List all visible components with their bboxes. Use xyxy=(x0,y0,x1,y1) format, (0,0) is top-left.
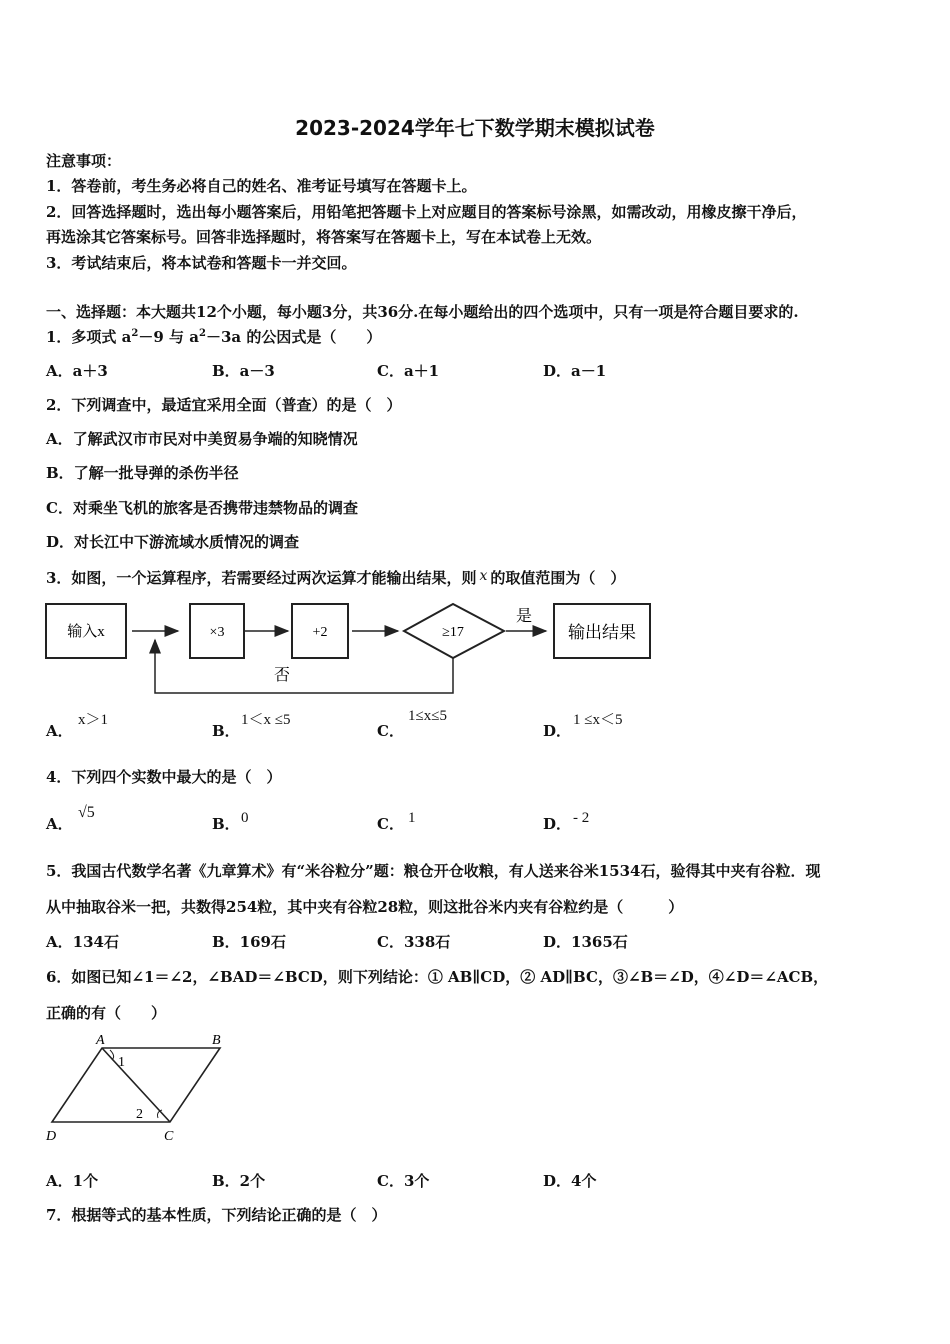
vertex-c-label: C xyxy=(164,1129,174,1144)
q2-option-c: C．对乘坐飞机的旅客是否携带违禁物品的调查 xyxy=(46,499,358,517)
q6-stem-line1: 6．如图已知∠1＝∠2，∠BAD＝∠BCD，则下列结论：① AB∥CD，② AD∥BC，③∠B＝∠D，④∠D＝∠ACB， xyxy=(46,968,829,986)
q4-option-d-label: D． xyxy=(543,815,572,833)
flow-input-label: 输入x xyxy=(67,624,105,640)
q6-stem-line2: 正确的有（ ） xyxy=(46,1004,167,1022)
q3-option-d-label: D． xyxy=(543,722,572,740)
q4-option-a: √5 xyxy=(78,804,95,821)
q6-option-a: A．1个 xyxy=(46,1172,99,1190)
q4-stem: 4．下列四个实数中最大的是（ ） xyxy=(46,768,282,786)
q4-option-d: - 2 xyxy=(573,810,590,826)
vertex-b-label: B xyxy=(212,1033,221,1048)
q5-stem-line1: 5．我国古代数学名著《九章算术》有“米谷粒分”题：粮仓开仓收粮，有人送来谷米1534石，验得其中夹有谷粒．现 xyxy=(46,862,821,880)
q5-option-c: C．338石 xyxy=(377,933,451,951)
q1-option-c: C．a＋1 xyxy=(377,362,440,380)
q4-option-b-label: B． xyxy=(212,815,240,833)
q4-option-b: 0 xyxy=(241,810,249,826)
page-title: 2023-2024学年七下数学期末模拟试卷 xyxy=(295,116,655,140)
q3-option-c: 1≤x≤5 xyxy=(408,708,447,724)
flow-condition-label: ≥17 xyxy=(442,625,464,640)
q2-option-a: A．了解武汉市市民对中美贸易争端的知晓情况 xyxy=(46,430,358,448)
q3-option-b-label: B． xyxy=(212,722,240,740)
flow-yes-label: 是 xyxy=(516,608,533,625)
vertex-a-label: A xyxy=(96,1033,105,1048)
q4-option-c: 1 xyxy=(408,810,416,826)
flow-plus2-label: +2 xyxy=(312,625,328,640)
q3-option-d: 1 ≤x＜5 xyxy=(573,712,623,728)
q1-option-a: A．a＋3 xyxy=(46,362,108,380)
q1-option-b: B．a－3 xyxy=(212,362,275,380)
q3-option-a-label: A． xyxy=(46,722,73,740)
q1-option-d: D．a－1 xyxy=(543,362,607,380)
q5-option-b: B．169石 xyxy=(212,933,286,951)
q6-option-c: C．3个 xyxy=(377,1172,430,1190)
angle-1-label: 1 xyxy=(118,1055,125,1070)
q5-option-a: A．134石 xyxy=(46,933,119,951)
q6-option-d: D．4个 xyxy=(543,1172,597,1190)
flowchart xyxy=(40,598,660,698)
section-heading: 一、选择题：本大题共12个小题，每小题3分，共36分.在每小题给出的四个选项中，只有一项是符合题目要求的. xyxy=(46,303,799,321)
q3-stem: 3．如图，一个运算程序，若需要经过两次运算才能输出结果，则 x 的取值范围为（ ） xyxy=(46,568,626,587)
q3-option-c-label: C． xyxy=(377,722,404,740)
vertex-d-label: D xyxy=(46,1129,57,1144)
q7-stem: 7．根据等式的基本性质，下列结论正确的是（ ） xyxy=(46,1206,387,1224)
q2-option-d: D．对长江中下游流域水质情况的调查 xyxy=(46,533,300,551)
q4-option-a-label: A． xyxy=(46,815,73,833)
notice-item-2: 2．回答选择题时，选出每小题答案后，用铅笔把答题卡上对应题目的答案标号涂黑，如需改动，用橡皮擦干净后， xyxy=(46,203,807,221)
q2-stem: 2．下列调查中，最适宜采用全面（普查）的是（ ） xyxy=(46,396,402,414)
notice-item-3: 3．考试结束后，将本试卷和答题卡一并交回。 xyxy=(46,254,357,272)
q3-option-a: x＞1 xyxy=(78,712,109,728)
q4-option-c-label: C． xyxy=(377,815,404,833)
notice-item-1: 1．答卷前，考生务必将自己的姓名、准考证号填写在答题卡上。 xyxy=(46,177,477,195)
q2-option-b: B．了解一批导弹的杀伤半径 xyxy=(46,464,239,482)
angle-2-label: 2 xyxy=(136,1107,143,1122)
flow-no-label: 否 xyxy=(274,667,291,684)
q5-option-d: D．1365石 xyxy=(543,933,628,951)
flow-output-label: 输出结果 xyxy=(568,623,636,642)
q3-option-b: 1＜x ≤5 xyxy=(241,712,291,728)
q6-option-b: B．2个 xyxy=(212,1172,266,1190)
parallelogram-figure xyxy=(40,1030,240,1148)
notice-heading: 注意事项： xyxy=(46,152,122,170)
q5-stem-line2: 从中抽取谷米一把，共数得254粒，其中夹有谷粒28粒，则这批谷米内夹有谷粒约是（ ） xyxy=(46,898,684,916)
notice-item-2-cont: 再选涂其它答案标号。回答非选择题时，将答案写在答题卡上，写在本试卷上无效。 xyxy=(46,228,602,246)
q1-stem: 1．多项式 $a^2-9$ 与 $a^2-3a$ 的公因式是（ ） xyxy=(46,328,382,346)
flow-times3-label: ×3 xyxy=(209,625,225,640)
